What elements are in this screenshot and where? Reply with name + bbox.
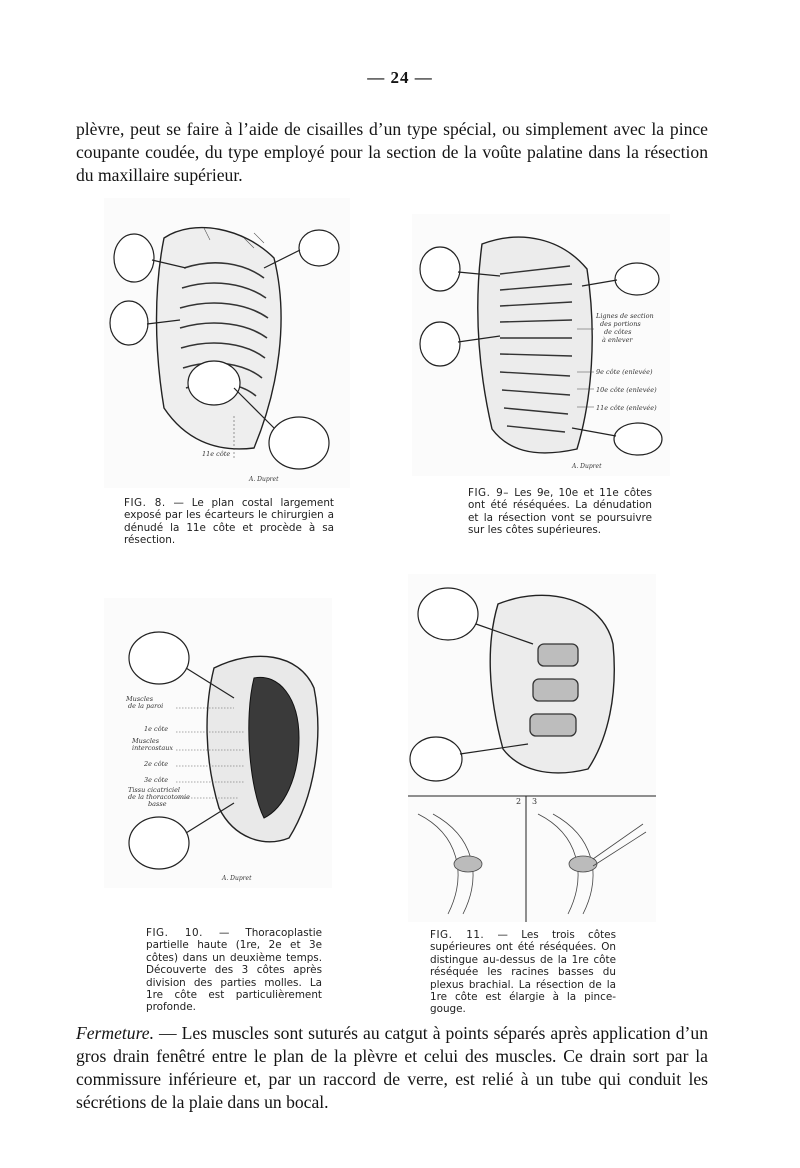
- figure-11-drawing: [408, 574, 656, 922]
- figure-10-rib2-label: 2e côte: [144, 760, 169, 768]
- figure-8-rib-label: 11e côte: [202, 450, 231, 458]
- figure-10-intercostal-label-2: intercostaux: [132, 744, 174, 752]
- figure-10-scar-label-3: basse: [148, 800, 167, 808]
- figure-9-rib10-label: 10e côte (enlevée): [596, 386, 657, 394]
- figure-10-rib1-label: 1e côte: [144, 725, 169, 733]
- paragraph-top: plèvre, peut se faire à l’aide de cisailles d’un type spécial, ou simplement avec la pince coupante coudée, du type employé pour la section de la voûte palatine dans la résection du maxillaire supérieur.: [76, 119, 708, 185]
- figure-10-muscles-label-2: de la paroi: [128, 702, 164, 710]
- figure-11-caption: [430, 929, 616, 1016]
- figure-9-illustration: [412, 214, 670, 476]
- figure-9-section-line-1: Lignes de section: [596, 312, 654, 320]
- figure-10-muscles-label-1: Muscles: [126, 695, 154, 703]
- paragraph-bottom-lead: Fermeture.: [76, 1023, 155, 1043]
- figure-8-drawing: [104, 198, 350, 488]
- figure-11-panel-3-label: 3: [532, 797, 538, 806]
- paragraph-bottom-text: — Les muscles sont suturés au catgut à points séparés après application d’un gros drain fenêtré entre le plan de la plèvre et celui des muscles. Ce drain sort par la commissure inférieure et, par un raccord de verre, est relié à un tube qui conduit les sécrétions de la plaie dans un bocal.: [76, 1023, 708, 1112]
- figure-8-signature: A. Dupret: [249, 476, 279, 483]
- paragraph-bottom: [76, 1022, 708, 1114]
- figure-10-label: FIG. 10.: [146, 927, 203, 939]
- figure-8-caption-text: — Le plan costal largement exposé par les écarteurs le chirurgien a dénudé la 11e côte et procède à sa résection.: [124, 497, 334, 547]
- figure-10-caption-text: — Thoracoplastie partielle haute (1re, 2e et 3e côtes) dans un deuxième temps. Découverte des 3 côtes après division des parties molles. La 1re côte est particulièrement profonde.: [146, 927, 322, 1014]
- figure-10-signature: A. Dupret: [222, 875, 252, 882]
- figure-9-signature: A. Dupret: [572, 463, 602, 470]
- figure-11-panel-2-label: 2: [516, 797, 522, 806]
- figure-10-illustration: [104, 598, 332, 888]
- page-number: — 24 —: [367, 68, 433, 87]
- figure-10-scar-label-1: Tissu cicatriciel: [128, 786, 181, 794]
- figure-8-caption: [124, 497, 334, 547]
- figure-10-scar-label-2: de la thoracotomie: [128, 793, 190, 801]
- figure-11-illustration: [408, 574, 656, 922]
- figure-10-rib3-label: 3e côte: [144, 776, 169, 784]
- figure-10-drawing: [104, 598, 332, 888]
- figure-9-label: FIG. 9–: [468, 487, 509, 499]
- figure-10-intercostal-label-1: Muscles: [132, 737, 160, 745]
- figure-9-rib11-label: 11e côte (enlevée): [596, 404, 657, 412]
- figure-11-caption-text: — Les trois côtes supérieures ont été réséquées. On distingue au-dessus de la 1re côte réséquée les racines basses du plexus brachial. La résection de la 1re côte est élargie à la pince-gouge.: [430, 929, 616, 1016]
- figure-8-label: FIG. 8.: [124, 497, 166, 509]
- figure-8-illustration: [104, 198, 350, 488]
- figure-9-drawing: [412, 214, 670, 476]
- figure-9-section-line-2: des portions: [600, 320, 641, 328]
- figure-10-caption: [146, 927, 322, 1014]
- figure-9-caption: [468, 487, 652, 537]
- figure-9-section-line-4: à enlever: [602, 336, 633, 344]
- figure-9-rib9-label: 9e côte (enlevée): [596, 368, 653, 376]
- figure-9-section-line-3: de côtes: [604, 328, 632, 336]
- figure-9-caption-text: Les 9e, 10e et 11e côtes ont été réséquées. La dénudation et la résection vont se poursuivre sur les côtes supérieures.: [468, 487, 652, 537]
- figure-11-label: FIG. 11.: [430, 929, 485, 941]
